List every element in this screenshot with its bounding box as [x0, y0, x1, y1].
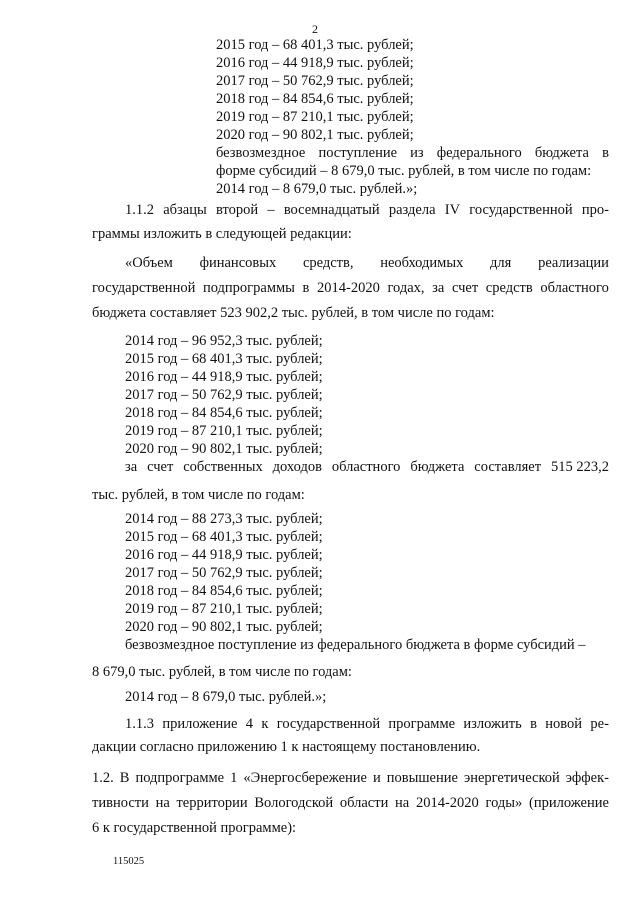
year-line: 2017 год – 50 762,9 тыс. рублей;	[125, 565, 323, 581]
word: ре-	[590, 716, 609, 732]
word: 2014-2020	[415, 795, 479, 811]
word: областного	[331, 459, 401, 475]
year-line: 2014 год – 88 273,3 тыс. рублей;	[125, 511, 323, 527]
word: программе	[388, 716, 456, 732]
word: подпрограммы	[202, 280, 295, 296]
word: составляет	[474, 459, 542, 475]
paragraph-113-line1	[125, 716, 609, 733]
year-line: 2020 год – 90 802,1 тыс. рублей;	[125, 441, 323, 457]
word: и	[373, 770, 381, 786]
word: восемнадцатый	[283, 202, 380, 218]
word: в	[602, 145, 609, 161]
document-number: 115025	[113, 856, 145, 867]
year-line: 2014 год – 96 952,3 тыс. рублей;	[125, 333, 323, 349]
word: реализации	[538, 255, 609, 271]
year-line: 2016 год – 44 918,9 тыс. рублей;	[125, 547, 323, 563]
own-income-line1	[125, 459, 609, 476]
quote-line3: бюджета составляет 523 902,2 тыс. рублей, в том числе по годам:	[92, 305, 495, 321]
word: приложение	[162, 716, 238, 732]
federal-2014-line: 2014 год – 8 679,0 тыс. рублей.»;	[216, 181, 418, 197]
word: области	[339, 795, 389, 811]
word: годы»	[485, 795, 523, 811]
word: за	[125, 459, 138, 475]
word: «Энергосбережение	[243, 770, 367, 786]
word: поступление	[318, 145, 398, 161]
word: про-	[581, 202, 609, 218]
word: 1.1.2	[125, 202, 154, 218]
word: необходимых	[380, 255, 464, 271]
word: 1	[230, 770, 238, 786]
word: абзацы	[163, 202, 207, 218]
word: государственной	[276, 716, 381, 732]
year-line: 2017 год – 50 762,9 тыс. рублей;	[125, 387, 323, 403]
word: повышение	[386, 770, 458, 786]
word: государственной	[92, 280, 196, 296]
year-line: 2019 год – 87 210,1 тыс. рублей;	[216, 109, 414, 125]
paragraph-112-line2: граммы изложить в следующей редакции:	[92, 226, 352, 242]
word: бюджета	[410, 459, 465, 475]
word: подпрограмме	[135, 770, 225, 786]
federal-line-a2: форме субсидий – 8 679,0 тыс. рублей, в том числе по годам:	[216, 163, 592, 179]
word: счет	[451, 280, 479, 296]
word: средств,	[302, 255, 354, 271]
word: новой	[545, 716, 583, 732]
quote-line1	[125, 255, 609, 272]
year-line: 2016 год – 44 918,9 тыс. рублей;	[216, 55, 414, 71]
paragraph-113-line2: дакции согласно приложению 1 к настоящему постановлению.	[92, 739, 481, 755]
year-line: 2016 год – 44 918,9 тыс. рублей;	[125, 369, 323, 385]
word: 4	[245, 716, 254, 732]
paragraph-12-line3: 6 к государственной программе):	[92, 820, 297, 836]
word: годах,	[387, 280, 425, 296]
word: счет	[147, 459, 174, 475]
word: 2014-2020	[317, 280, 380, 296]
year-line: 2020 год – 90 802,1 тыс. рублей;	[125, 619, 323, 635]
word: безвозмездное	[216, 145, 306, 161]
year-line: 2018 год – 84 854,6 тыс. рублей;	[125, 405, 323, 421]
paragraph-12-line2	[92, 795, 609, 812]
word: областного	[540, 280, 609, 296]
word: средств	[485, 280, 533, 296]
word: территории	[176, 795, 248, 811]
quote-line2	[92, 280, 609, 297]
word: –	[267, 202, 275, 218]
federal-line-c2: 8 679,0 тыс. рублей, в том числе по годам:	[92, 664, 352, 680]
page-number: 2	[312, 22, 318, 36]
word: государственной	[469, 202, 573, 218]
word: бюджета	[534, 145, 589, 161]
word: доходов	[272, 459, 322, 475]
word: к	[261, 716, 269, 732]
word: 515 223,2	[550, 459, 609, 475]
year-line: 2017 год – 50 762,9 тыс. рублей;	[216, 73, 414, 89]
federal-line-c1: безвозмездное поступление из федерального бюджета в форме субсидий –	[125, 637, 586, 653]
word: «Объем	[125, 255, 173, 271]
word: финансовых	[199, 255, 277, 271]
own-income-line2: тыс. рублей, в том числе по годам:	[92, 487, 305, 503]
federal-2014-line: 2014 год – 8 679,0 тыс. рублей.»;	[125, 689, 327, 705]
year-line: 2015 год – 68 401,3 тыс. рублей;	[125, 529, 323, 545]
year-line: 2018 год – 84 854,6 тыс. рублей;	[216, 91, 414, 107]
word: в	[530, 716, 537, 732]
word: на	[395, 795, 410, 811]
word: 1.1.3	[125, 716, 154, 732]
word: изложить	[463, 716, 522, 732]
year-line: 2015 год – 68 401,3 тыс. рублей;	[125, 351, 323, 367]
year-line: 2015 год – 68 401,3 тыс. рублей;	[216, 37, 414, 53]
year-line: 2018 год – 84 854,6 тыс. рублей;	[125, 583, 323, 599]
year-line: 2019 год – 87 210,1 тыс. рублей;	[125, 601, 323, 617]
word: 1.2.	[92, 770, 114, 786]
word: на	[155, 795, 170, 811]
word: для	[490, 255, 512, 271]
year-line: 2019 год – 87 210,1 тыс. рублей;	[125, 423, 323, 439]
word: из	[410, 145, 424, 161]
word: IV	[444, 202, 461, 218]
word: В	[119, 770, 130, 786]
word: федерального	[436, 145, 522, 161]
word: эффек-	[565, 770, 609, 786]
word: (приложение	[529, 795, 609, 811]
paragraph-112-line1	[125, 202, 609, 219]
word: тивности	[92, 795, 149, 811]
word: в	[302, 280, 310, 296]
word: энергетической	[463, 770, 560, 786]
year-line: 2020 год – 90 802,1 тыс. рублей;	[216, 127, 414, 143]
word: за	[432, 280, 445, 296]
paragraph-12-line1	[92, 770, 609, 787]
word: собственных	[183, 459, 263, 475]
federal-line-a1	[216, 145, 609, 162]
word: раздела	[388, 202, 436, 218]
word: Вологодской	[254, 795, 334, 811]
word: второй	[215, 202, 259, 218]
